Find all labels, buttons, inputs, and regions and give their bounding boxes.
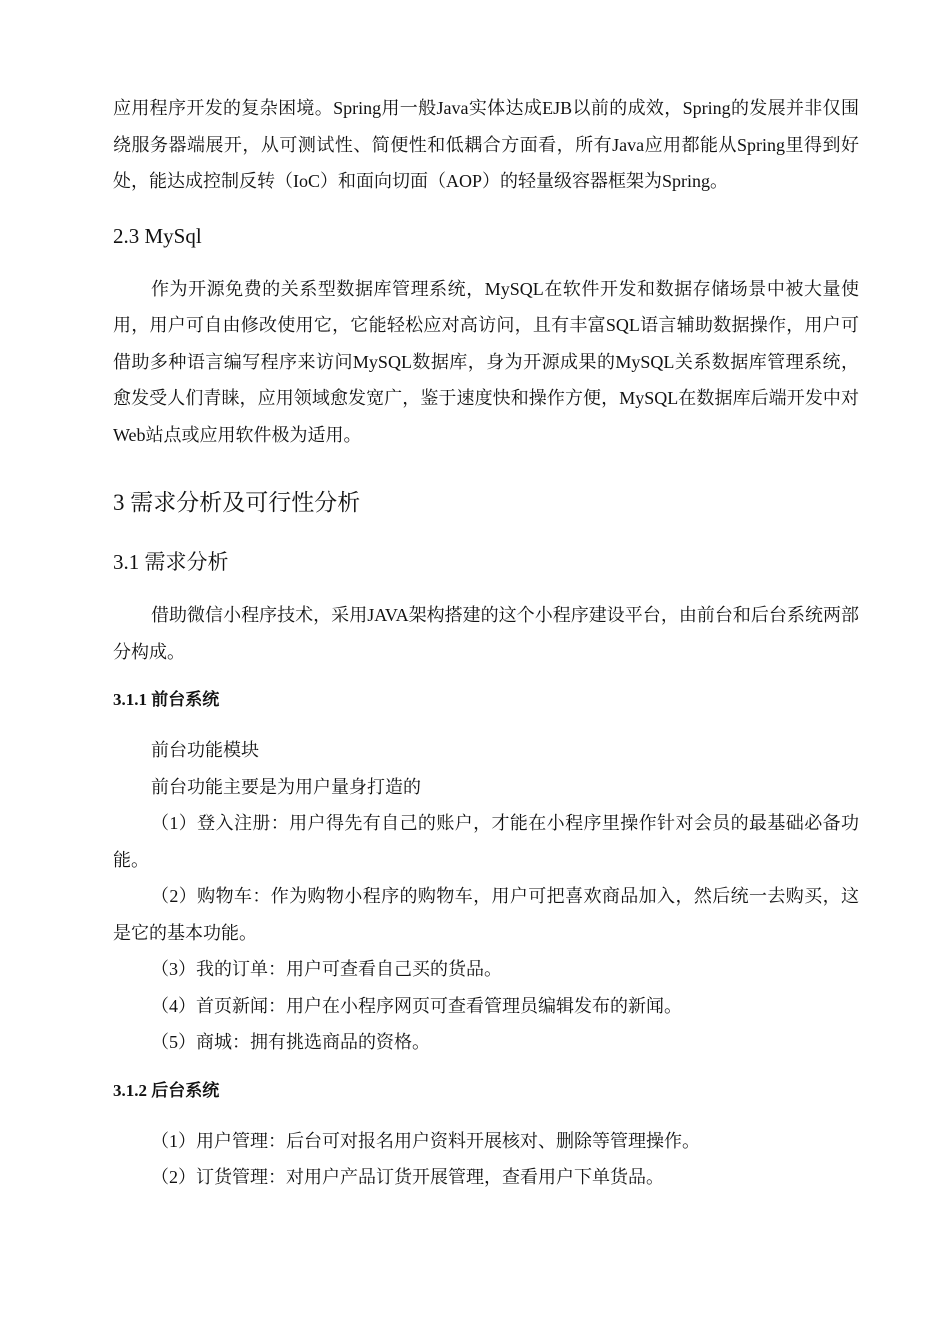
section-2-3-heading: 2.3 MySql [113,223,202,248]
section-3-1-2-heading: 3.1.2 后台系统 [113,1080,220,1100]
section-2-3-paragraph: 作为开源免费的关系型数据库管理系统，MySQL在软件开发和数据存储场景中被大量使用，用户可自由修改使用它，它能轻松应对高访问，且有丰富SQL语言辅助数据操作，用户可借助多种语言编写程序来访问MySQL数据库，身为开源成果的MySQL关系数据库管理系统，愈发受人们青睐，应用领域愈发宽广，鉴于速度快和操作方便，MySQL在数据库后端开发中对Web站点或应用软件极为适用。 [113,278,859,445]
front-item: （4）首页新闻：用户在小程序网页可查看管理员编辑发布的新闻。 [151,995,682,1016]
front-module-title: 前台功能模块 [151,740,259,760]
front-item: （5）商城：拥有挑选商品的资格。 [151,1032,430,1052]
section-3-heading: 3 需求分析及可行性分析 [113,490,361,515]
intro-paragraph: 应用程序开发的复杂困境。Spring用一般Java实体达成EJB以前的成效，Spring的发展并非仅围绕服务器端展开，从可测试性、简便性和低耦合方面看，所有Java应用都能从Spring里得到好处，能达成控制反转（IoC）和面向切面（AOP）的轻量级容器框架为Spring。 [113,98,859,191]
front-item: （3）我的订单：用户可查看自己买的货品。 [151,959,502,979]
section-3-1-1-heading: 3.1.1 前台系统 [113,690,220,709]
front-item: （2）购物车：作为购物小程序的购物车，用户可把喜欢商品加入，然后统一去购买，这是它的基本功能。 [113,886,859,943]
section-3-1-heading: 3.1 需求分析 [113,550,229,574]
back-item: （2）订货管理：对用户产品订货开展管理，查看用户下单货品。 [151,1167,664,1187]
front-item: （1）登入注册：用户得先有自己的账户，才能在小程序里操作针对会员的最基础必备功能。 [113,813,859,870]
front-module-intro: 前台功能主要是为用户量身打造的 [151,776,421,797]
document-page [113,90,859,1196]
back-item: （1）用户管理：后台可对报名用户资料开展核对、删除等管理操作。 [151,1130,700,1151]
section-3-1-paragraph: 借助微信小程序技术，采用JAVA架构搭建的这个小程序建设平台，由前台和后台系统两部分构成。 [113,605,859,662]
